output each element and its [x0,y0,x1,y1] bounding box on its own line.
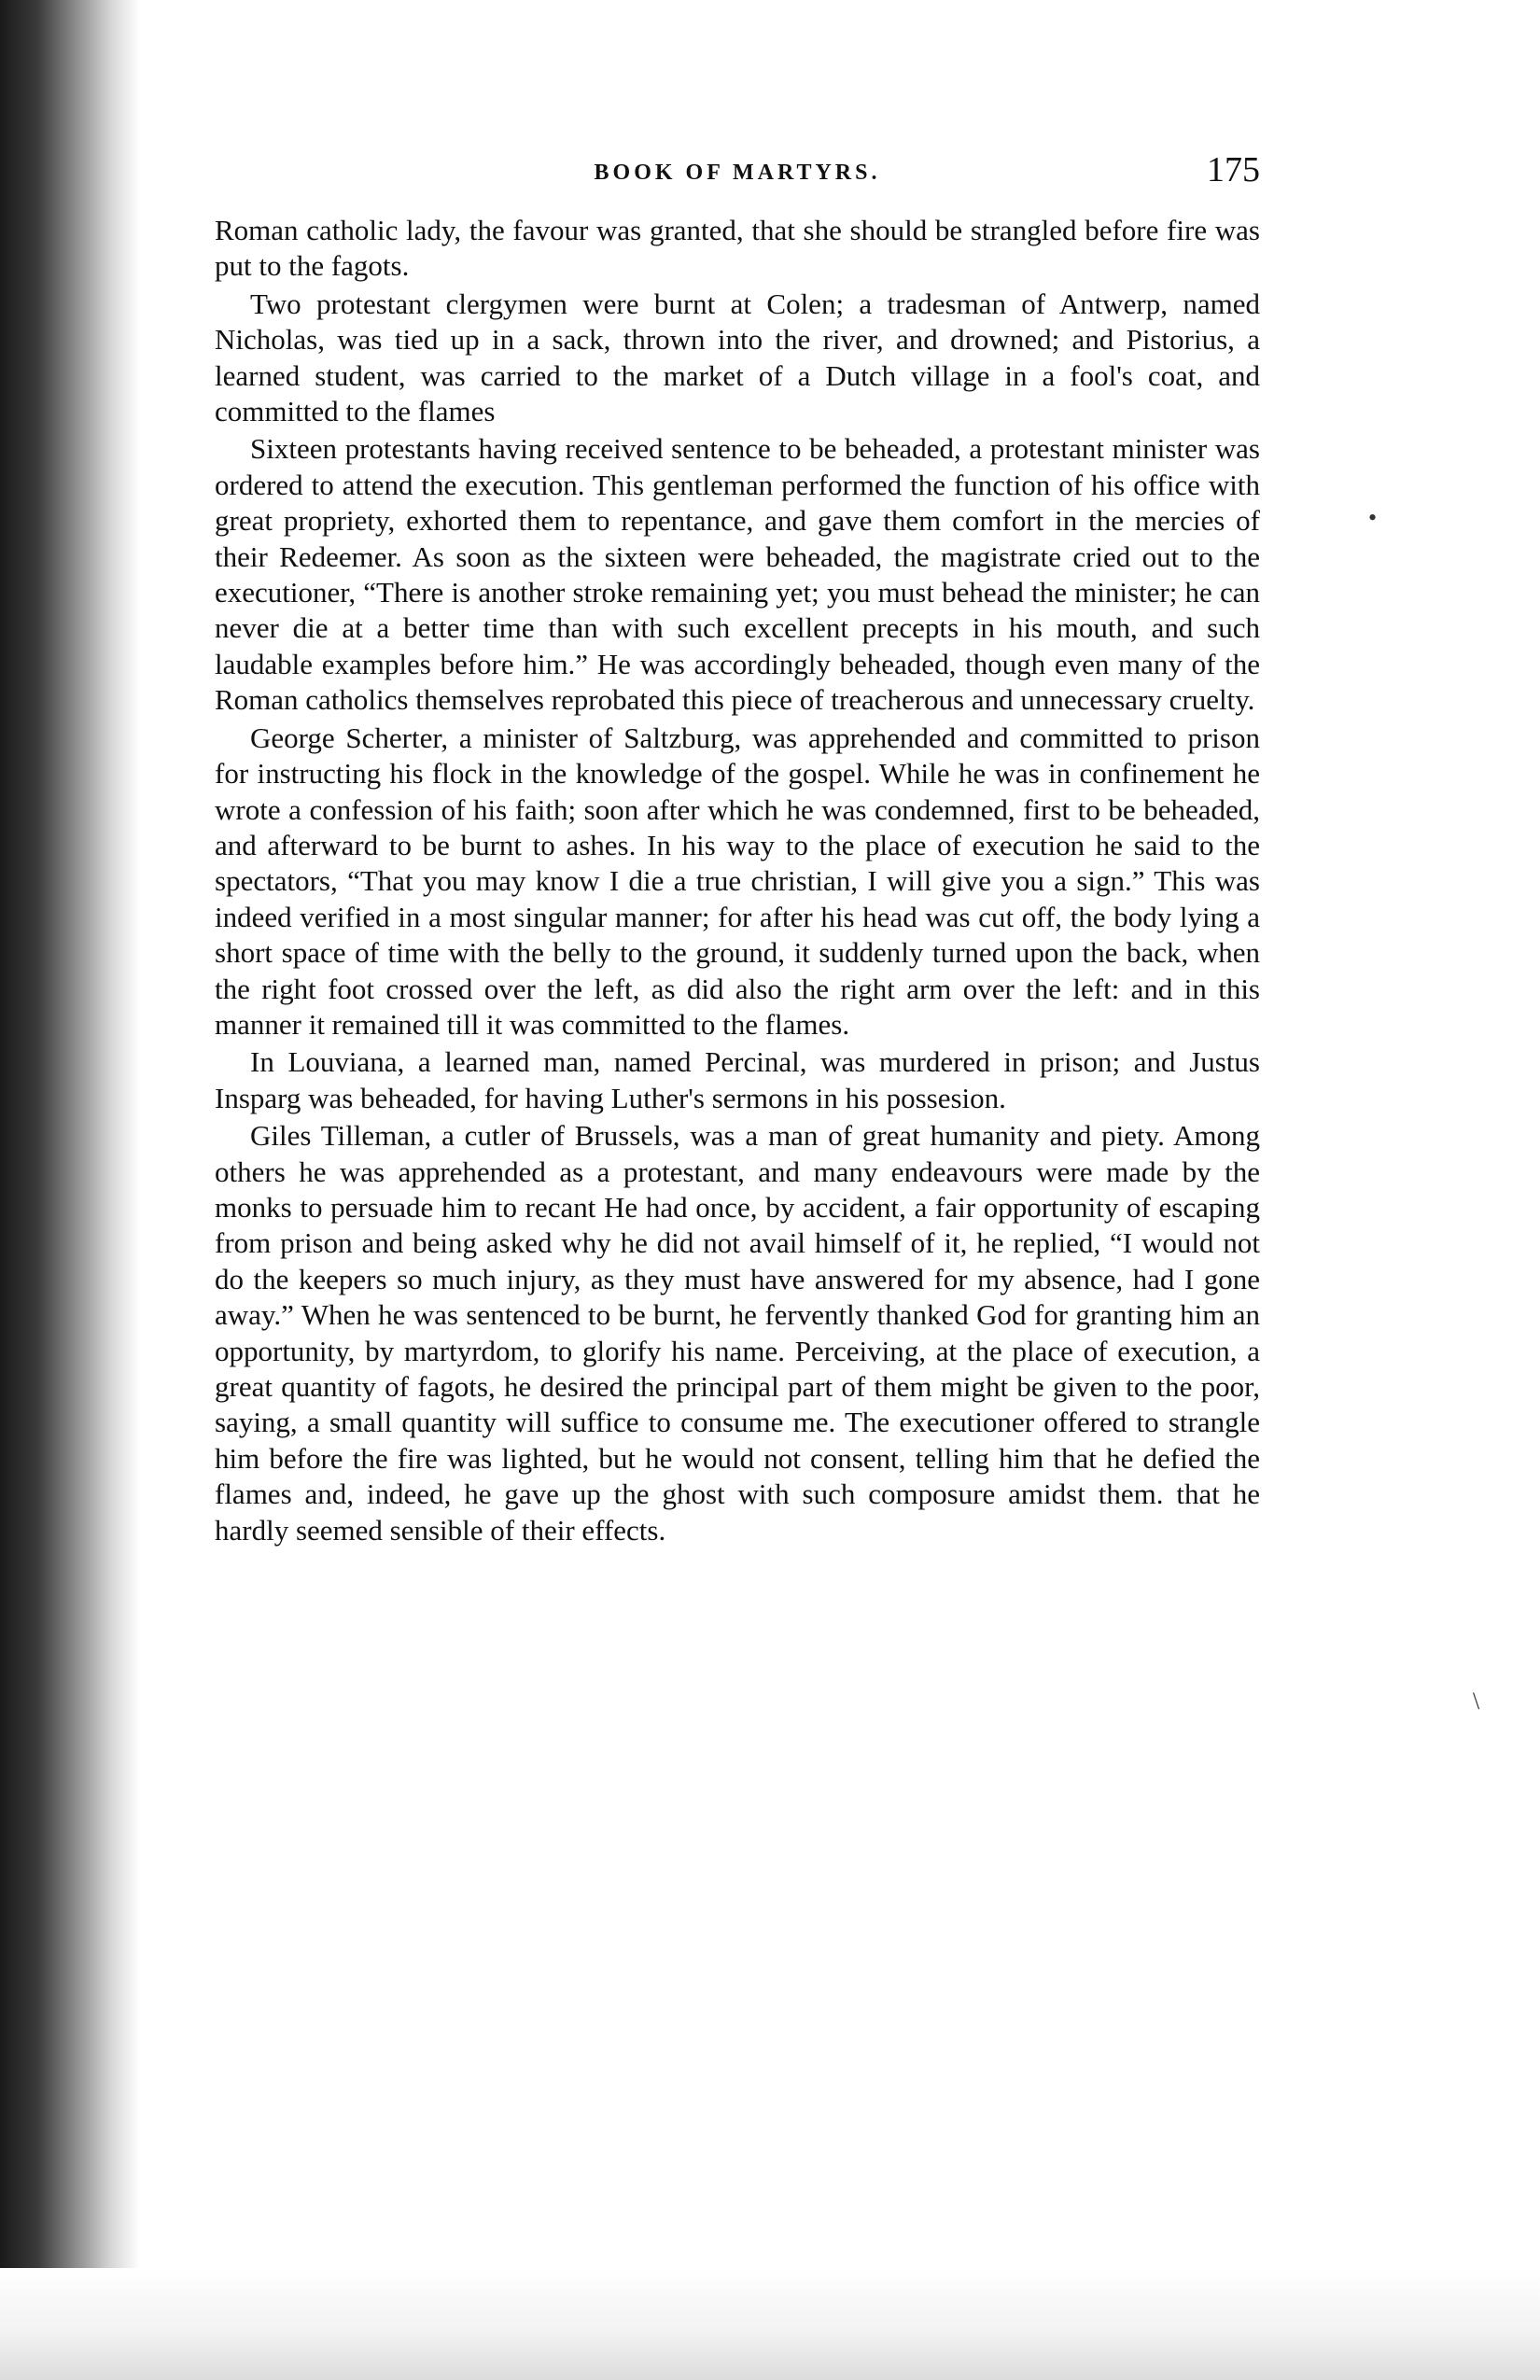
page-number: 175 [1207,150,1260,189]
paragraph-colen-antwerp: Two protestant clergymen were burnt at Colen; a tradesman of Antwerp, named Nicholas, was tied up in a sack, thrown into the river, and drowned; and Pistorius, a learned student, was carried to the market of a Dutch village in a fool's coat, and committed to the flames [215,287,1260,428]
paragraph-giles-tilleman: Giles Tilleman, a cutler of Brussels, was a man of great humanity and piety. Among others he was apprehended as a protestant, and many endeavours were made by the monks to persuade him to recant He had once, by accident, a fair opportunity of escaping from prison and being asked why he did not avail himself of it, he replied, “I would not do the keepers so much injury, as they must have answered for my absence, had I gone away.” When he was sentenced to be burnt, he fervently thanked God for granting him an opportunity, by martyrdom, to glorify his name. Perceiving, at the place of execution, a great quantity of fagots, he desired the principal part of them might be given to the poor, saying, a small quantity will suffice to consume me. The executioner offered to strangle him before the fire was lighted, but he would not consent, telling him that he defied the flames and, indeed, he gave up the ghost with such composure amidst them. that he hardly seemed sensible of their effects. [215,1119,1260,1547]
body-text [215,213,1260,1550]
paragraph-louviana: In Louviana, a learned man, named Percinal, was murdered in prison; and Justus Insparg was beheaded, for having Luther's sermons in his possesion. [215,1045,1260,1114]
running-title: BOOK OF MARTYRS. [594,161,881,185]
page-bottom-edge [0,2268,1540,2380]
paragraph-sixteen-protestants: Sixteen protestants having received sentence to be beheaded, a protestant minister was ordered to attend the execution. This gentleman performed the function of his office with great propriety, exhorted them to repentance, and gave them comfort in the mercies of their Redeemer. As soon as the sixteen were beheaded, the magistrate cried out to the executioner, “There is another stroke remaining yet; you must behead the minister; he can never die at a better time than with such excellent precepts in his mouth, and such laudable examples before him.” He was accordingly beheaded, though even many of the Roman catholics themselves reprobated this piece of treacherous and unnecessary cruelty. [215,432,1260,717]
running-head [215,149,1260,205]
margin-bullet-mark: • [1368,504,1378,531]
margin-tick-mark: \ [1473,1687,1480,1715]
paragraph-george-scherter: George Scherter, a minister of Saltzburg, was apprehended and committed to prison for instructing his flock in the knowledge of the gospel. While he was in confinement he wrote a confession of his faith; soon after which he was condemned, first to be beheaded, and afterward to be burnt to ashes. In his way to the place of execution he said to the spectators, “That you may know I die a true christian, I will give you a sign.” This was indeed verified in a most singular manner; for after his head was cut off, the body lying a short space of time with the belly to the ground, it suddenly turned upon the back, when the right foot crossed over the left, as did also the right arm over the left: and in this manner it remained till it was committed to the flames. [215,721,1260,1041]
paragraph-continued: Roman catholic lady, the favour was granted, that she should be strangled before fire was put to the fagots. [215,214,1260,283]
binding-shadow [0,0,140,2380]
